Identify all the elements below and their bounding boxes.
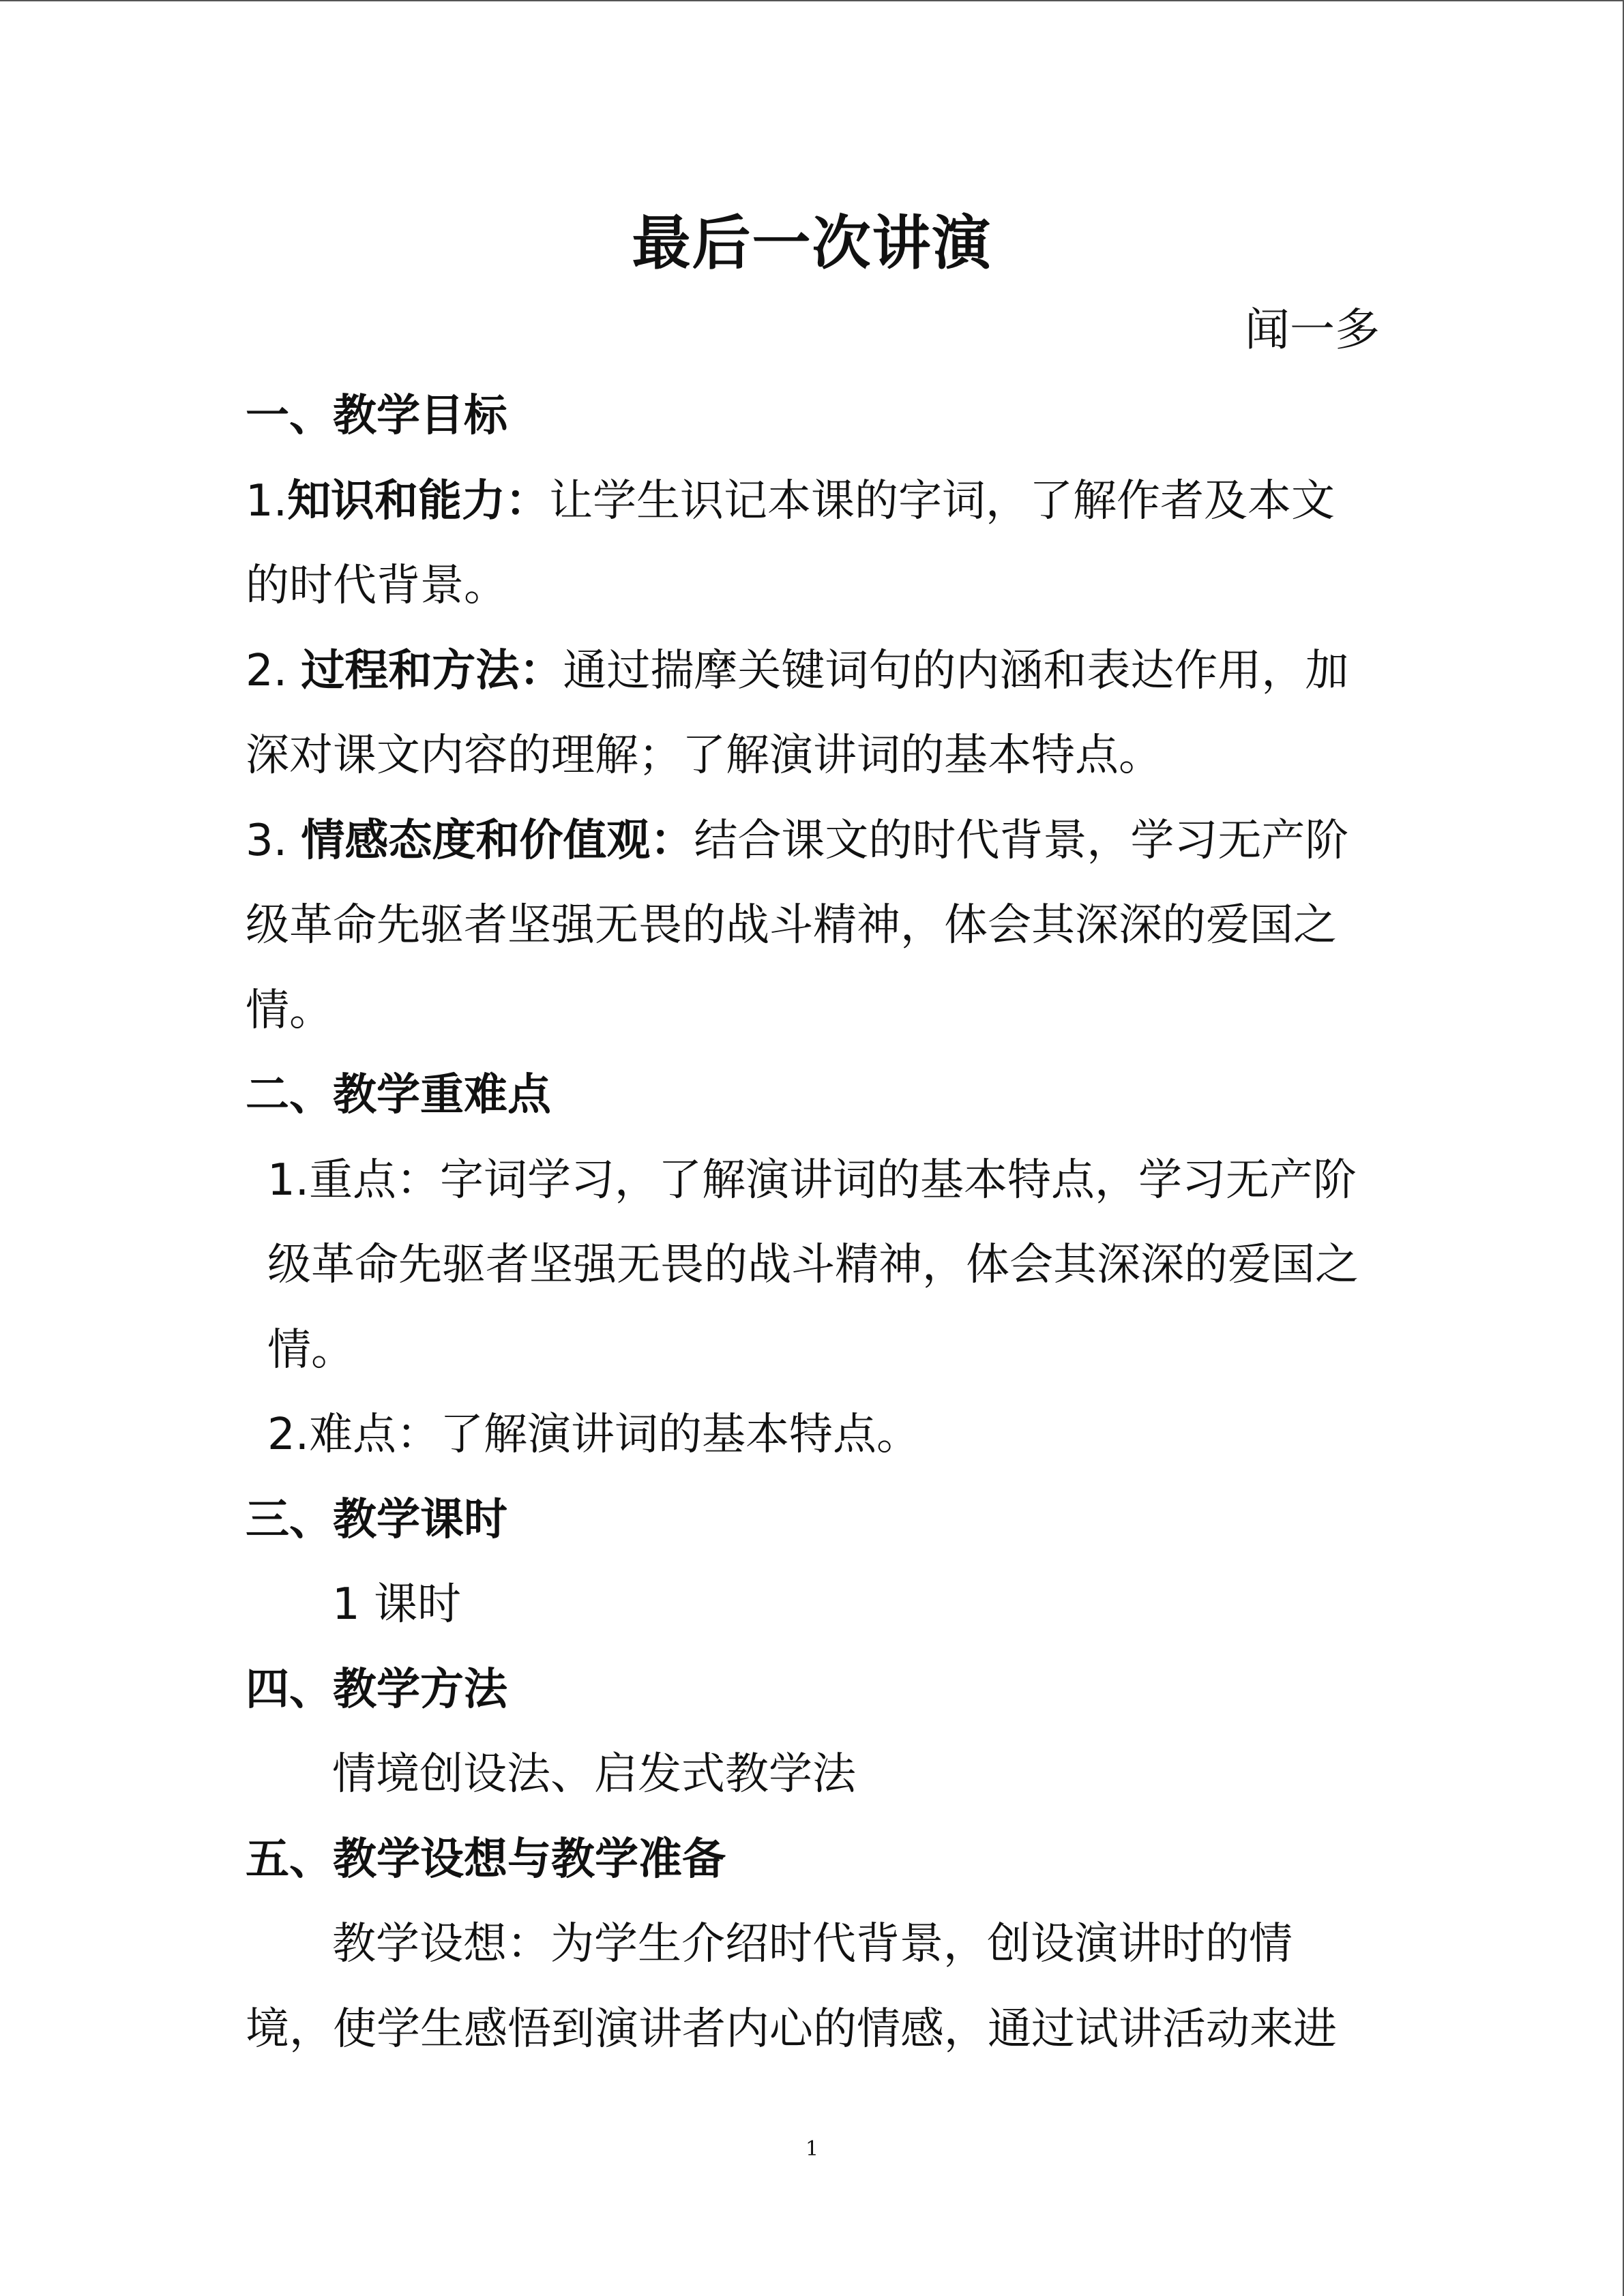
goal-item-2-number: 2. (246, 646, 301, 696)
section-heading-key-points: 二、教学重难点 (246, 1070, 551, 1120)
goal-item-2-line-1 (246, 640, 1348, 702)
goal-item-3-line-3: 情。 (246, 985, 333, 1036)
design-line-2: 境，使学生感悟到演讲者内心的情感，通过试讲活动来进 (246, 2004, 1337, 2055)
goal-item-3-number: 3. (246, 816, 301, 866)
goal-item-1-line-2: 的时代背景。 (246, 561, 507, 611)
goal-item-3-label: 情感态度和价值观： (301, 816, 694, 866)
page-number: 1 (805, 2137, 819, 2161)
class-hours-text: 1 课时 (332, 1579, 462, 1630)
goal-item-1-number: 1. (246, 476, 288, 526)
goal-item-1-line-1 (246, 471, 1335, 532)
goal-item-2-text: 通过揣摩关键词句的内涵和表达作用，加 (563, 646, 1349, 696)
goal-item-3-line-2: 级革命先驱者坚强无畏的战斗精神，体会其深深的爱国之 (246, 900, 1337, 951)
section-heading-methods: 四、教学方法 (246, 1665, 507, 1715)
goal-item-2-label: 过程和方法： (301, 646, 563, 696)
goal-item-1-label: 知识和能力： (287, 476, 550, 526)
section-heading-class-hours: 三、教学课时 (246, 1495, 507, 1545)
section-heading-design: 五、教学设想与教学准备 (246, 1834, 726, 1885)
goal-item-3-line-1 (246, 810, 1348, 871)
design-line-1: 教学设想：为学生介绍时代背景，创设演讲时的情 (332, 1919, 1293, 1969)
goal-item-1-text: 让学生识记本课的字词，了解作者及本文 (549, 476, 1335, 526)
difficulty-line: 2.难点：了解演讲词的基本特点。 (267, 1410, 921, 1460)
goal-item-2-line-2: 深对课文内容的理解；了解演讲词的基本特点。 (246, 730, 1162, 781)
author-name: 闻一多 (1245, 303, 1380, 356)
key-point-line-3: 情。 (267, 1325, 355, 1375)
goal-item-3-text: 结合课文的时代背景，学习无产阶 (694, 816, 1349, 866)
key-point-line-1: 1.重点：字词学习，了解演讲词的基本特点，学习无产阶 (267, 1155, 1357, 1206)
document-title: 最后一次讲演 (632, 209, 992, 278)
section-heading-goals: 一、教学目标 (246, 391, 507, 441)
key-point-line-2: 级革命先驱者坚强无畏的战斗精神，体会其深深的爱国之 (267, 1240, 1359, 1290)
methods-text: 情境创设法、启发式教学法 (332, 1749, 856, 1800)
